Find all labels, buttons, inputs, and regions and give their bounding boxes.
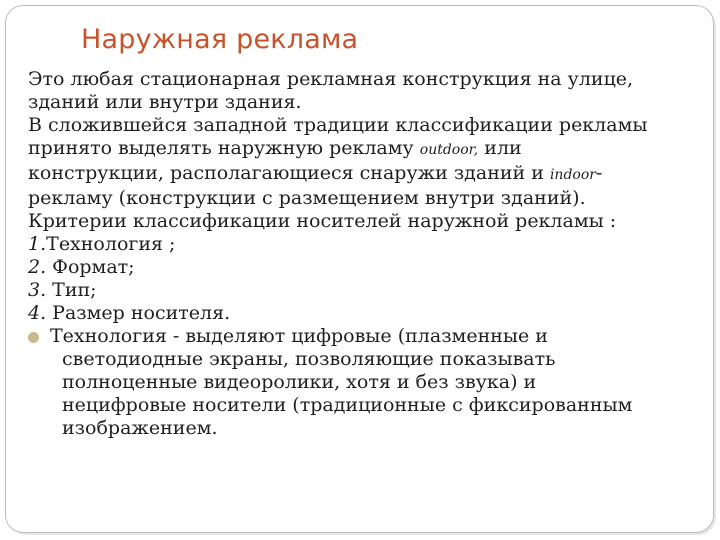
criteria-item-2	[28, 256, 698, 279]
text-line: светодиодные экраны, позволяющие показывать	[62, 348, 556, 370]
criteria-item-4	[28, 302, 698, 325]
text-line: В сложившейся западной традиции классификации рекламы	[28, 114, 648, 136]
text-line	[28, 279, 698, 302]
text-line: нецифровые носители (традиционные с фиксированным	[62, 394, 633, 416]
technology-bullet	[28, 325, 698, 440]
text-line	[28, 302, 698, 325]
text-line	[28, 256, 698, 279]
text-line	[28, 162, 698, 187]
text-line: Критерии классификации носителей наружной рекламы :	[28, 210, 617, 232]
text-line	[28, 233, 698, 256]
outdoor-term: outdoor,	[419, 142, 479, 158]
criteria-item-1	[28, 233, 698, 256]
bullet-icon	[28, 332, 39, 343]
text-line: рекламу (конструкции с размещением внутри зданий).	[28, 187, 586, 209]
slide-body	[28, 68, 698, 440]
item-text: Формат;	[46, 256, 135, 278]
text-line: зданий или внутри здания.	[28, 91, 302, 113]
text-segment: принято выделять наружную рекламу	[28, 137, 420, 159]
text-line: Это любая стационарная рекламная конструкция на улице,	[28, 68, 634, 90]
item-number: 2.	[28, 256, 47, 278]
item-number: 3.	[28, 279, 47, 301]
indoor-term: indoor	[549, 167, 596, 183]
text-segment: конструкции, располагающиеся снаружи зданий и	[28, 162, 550, 184]
definition-paragraph	[28, 68, 698, 114]
text-segment: -	[595, 162, 603, 184]
text-line: изображением.	[62, 417, 218, 439]
item-text: Технология ;	[46, 233, 176, 255]
item-number: 1.	[28, 233, 47, 255]
criteria-heading	[28, 210, 698, 233]
slide-title: Наружная реклама	[81, 24, 359, 55]
item-text: Тип;	[46, 279, 97, 301]
text-line: Технология - выделяют цифровые (плазменные и	[50, 325, 548, 347]
item-text: Размер носителя.	[46, 302, 231, 324]
tradition-paragraph	[28, 114, 698, 210]
text-segment: или	[478, 137, 522, 159]
item-number: 4.	[28, 302, 47, 324]
text-line: полноценные видеоролики, хотя и без звука) и	[62, 371, 537, 393]
criteria-item-3	[28, 279, 698, 302]
text-line	[28, 137, 698, 162]
